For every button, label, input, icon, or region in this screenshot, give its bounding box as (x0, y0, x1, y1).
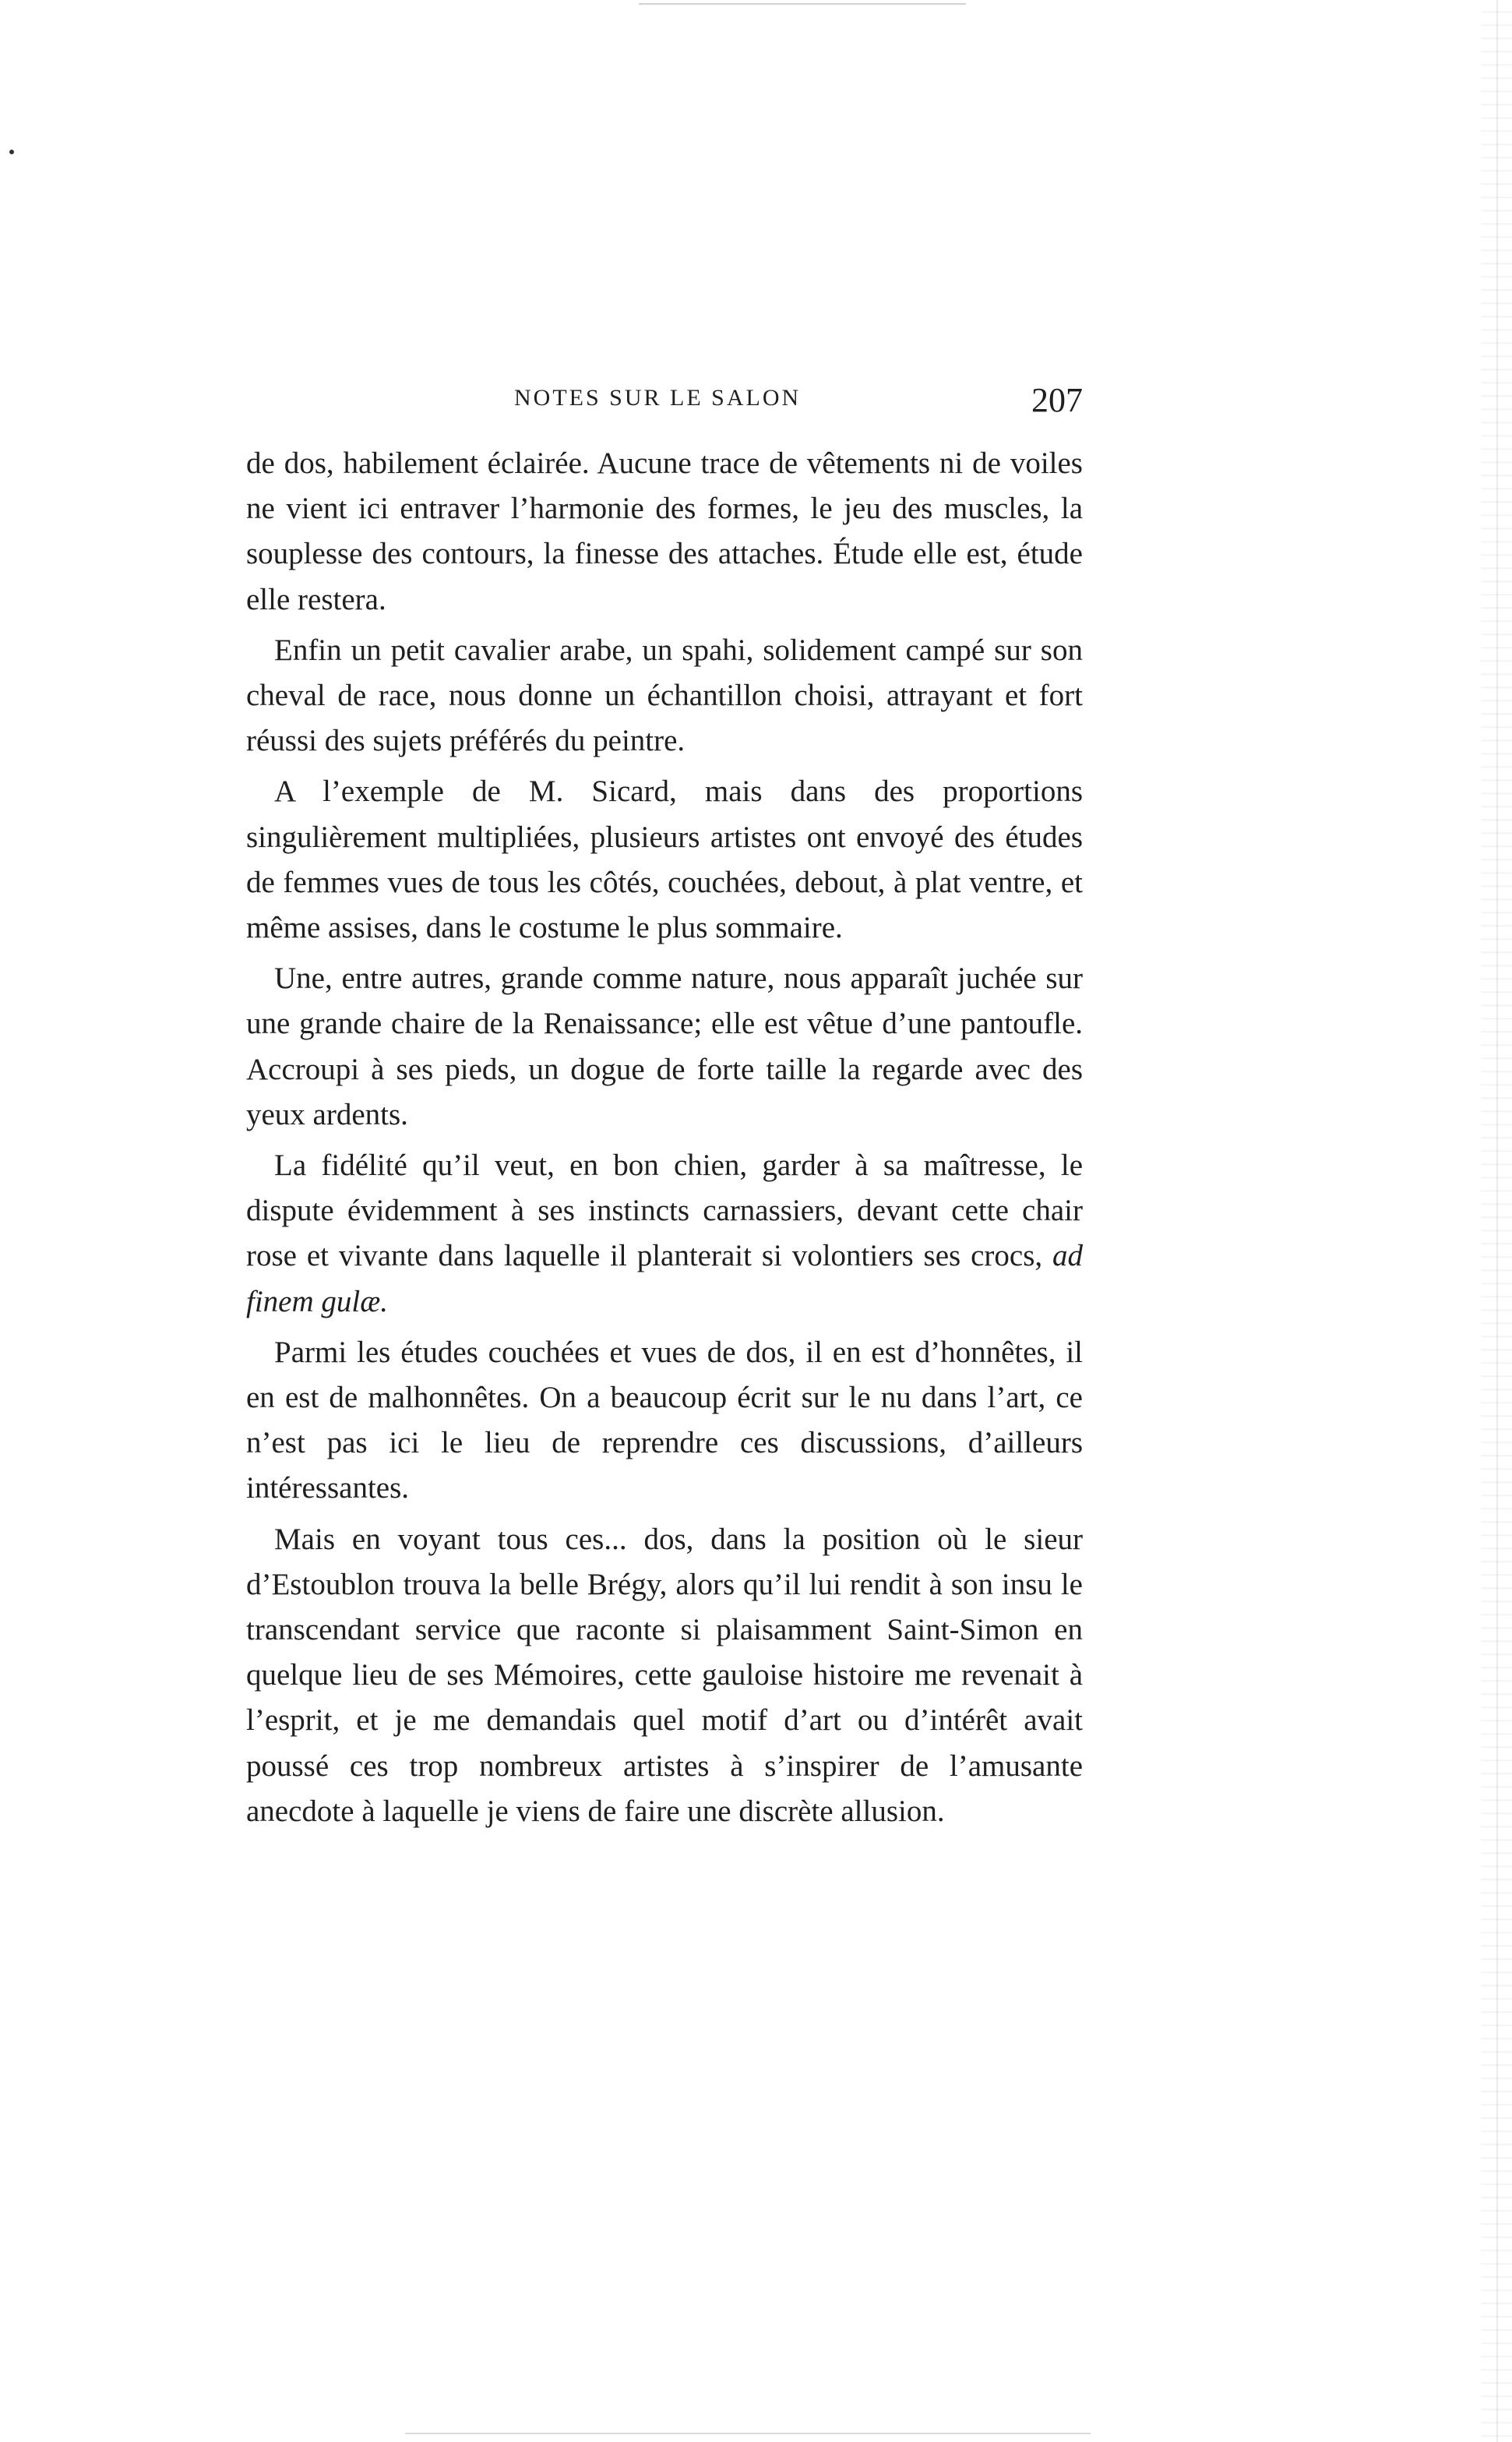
running-head: NOTES SUR LE SALON (514, 385, 802, 411)
scan-edge-top (639, 3, 966, 5)
paragraph-2: Enfin un petit cavalier arabe, un spahi, solidement campé sur son cheval de race, nous donne un échantillon choisi, attrayant et fort réussi des sujets préférés du peintre. (246, 633, 1083, 758)
paragraph-6: Parmi les études couchées et vues de dos, il en est d’honnêtes, il en est de malhonnêtes. On a beaucoup écrit sur le nu dans l’art, ce n’est pas ici le lieu de reprendre ces discussions, d’ailleurs intéressantes. (246, 1335, 1083, 1505)
scan-edge-line (1496, 0, 1498, 2442)
paragraph-5 (246, 1143, 1083, 1325)
scan-speck (9, 150, 14, 154)
page-header (246, 380, 1083, 427)
paragraph-5-text: La fidélité qu’il veut, en bon chien, garder à sa maîtresse, le dispute évidemment à ses instincts carnassiers, devant cette chair rose et vivante dans laquelle il planterait si volontiers ses crocs, (246, 1149, 1083, 1273)
latin-phrase: ad finem gulæ. (246, 1239, 1083, 1318)
paragraph-3: A l’exemple de M. Sicard, mais dans des proportions singulièrement multipliées, plusieurs artistes ont envoyé des études de femmes vues de tous les côtés, couchées, debout, à plat ventre, et même assises, dans le costume le plus sommaire. (246, 775, 1083, 945)
paragraph-4: Une, entre autres, grande comme nature, nous apparaît juchée sur une grande chaire de la Renaissance; elle est vêtue d’une pantoufle. Accroupi à ses pieds, un dogue de forte taille la regarde avec des yeux ardents. (246, 962, 1083, 1131)
body-text (246, 441, 1083, 1834)
paragraph-1: de dos, habilement éclairée. Aucune trace de vêtements ni de voiles ne vient ici entraver l’harmonie des formes, le jeu des muscles, la souplesse des contours, la finesse des attaches. Étude elle est, étude elle restera. (246, 446, 1083, 616)
scan-edge-bottom (405, 2433, 1091, 2434)
page-number: 207 (1031, 381, 1083, 419)
paragraph-7: Mais en voyant tous ces... dos, dans la position où le sieur d’Estoublon trouva la belle Brégy, alors qu’il lui rendit à son insu le transcendant service que raconte si plaisamment Saint-Simon en quelque lieu de ses Mémoires, cette gauloise histoire me revenait à l’esprit, et je me demandais quel motif d’art ou d’intérêt avait poussé ces trop nombreux artistes à s’inspirer de l’amusante anecdote à laquelle je viens de faire une discrète allusion. (246, 1522, 1083, 1828)
